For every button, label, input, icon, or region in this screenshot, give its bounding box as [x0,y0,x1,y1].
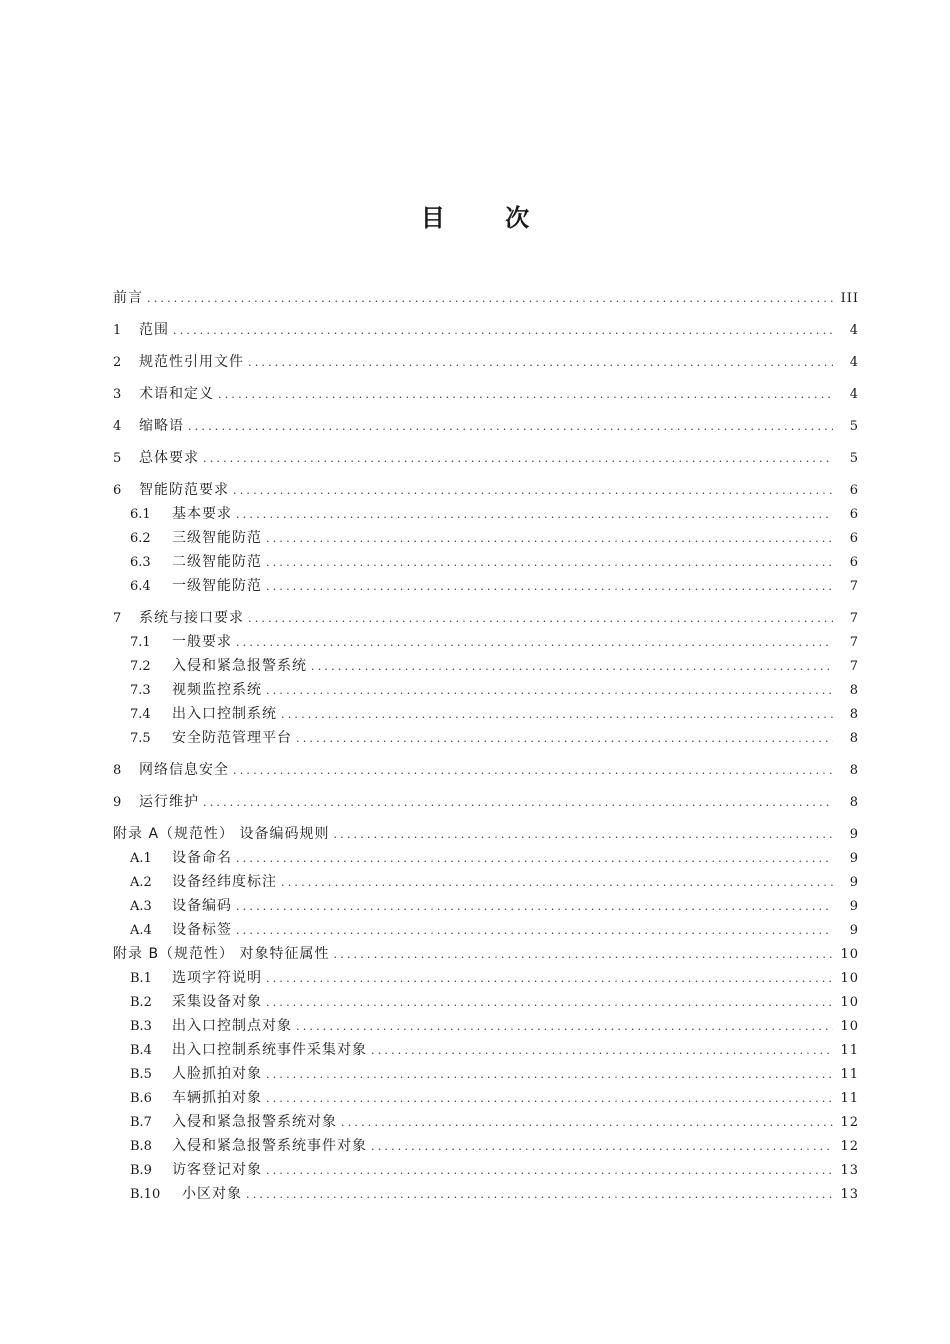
toc-entry-label: 一级智能防范 [172,578,262,594]
toc-entry-label: 总体要求 [139,450,199,466]
toc-entry-label: 入侵和紧急报警系统事件对象 [172,1138,367,1154]
toc-entry[interactable] [113,942,859,966]
toc-entry-page: 4 [849,323,859,338]
toc-entry[interactable] [113,1158,859,1182]
toc-dot-leader [248,607,833,631]
toc-dot-leader [203,791,833,815]
toc-dot-leader [266,679,833,703]
toc-entry-label: 一般要求 [172,634,232,650]
toc-entry[interactable] [113,966,859,990]
toc-entry-page: 13 [840,1163,859,1178]
toc-entry[interactable] [113,1134,859,1158]
toc-entry-number: 6.4 [130,579,151,594]
toc-entry-page: 7 [849,611,859,626]
toc-dot-leader [236,847,833,871]
toc-entry-label: 附录 A（规范性） 设备编码规则 [113,826,330,842]
toc-dot-leader [236,631,833,655]
toc-entry[interactable] [113,478,859,502]
toc-entry-label: 系统与接口要求 [139,610,244,626]
toc-dot-leader [173,319,833,343]
toc-dot-leader [236,895,833,919]
toc-entry[interactable] [113,606,859,630]
toc-entry-number: A.4 [130,923,152,938]
toc-dot-leader [266,551,833,575]
toc-entry-number: B.3 [130,1019,152,1034]
toc-entry[interactable] [113,918,859,942]
toc-dot-leader [233,759,833,783]
toc-entry-label: 安全防范管理平台 [172,730,292,746]
toc-entry[interactable] [113,502,859,526]
toc-entry[interactable] [113,894,859,918]
toc-entry-label: 选项字符说明 [172,970,262,986]
toc-entry[interactable] [113,654,859,678]
toc-entry-number: B.2 [130,995,152,1010]
toc-entry-label: 范围 [139,322,169,338]
toc-entry-label: 网络信息安全 [139,762,229,778]
toc-dot-leader [266,1063,833,1087]
toc-entry-page: 8 [849,731,859,746]
toc-dot-leader [311,655,833,679]
toc-entry-number: 7.1 [130,635,151,650]
toc-dot-leader [281,871,833,895]
toc-entry-page: 10 [840,947,859,962]
toc-entry-label: 设备经纬度标注 [172,874,277,890]
toc-entry-label: 入侵和紧急报警系统对象 [172,1114,337,1130]
toc-entry[interactable] [113,1062,859,1086]
toc-entry-number: 5 [113,451,122,466]
toc-entry-page: 12 [840,1139,859,1154]
toc-entry[interactable] [113,870,859,894]
toc-entry-number: 2 [113,355,122,370]
toc-entry-page: 10 [840,995,859,1010]
toc-entry-page: 9 [849,899,859,914]
toc-entry-number: B.1 [130,971,152,986]
toc-entry-page: 7 [849,659,859,674]
toc-entry-number: 8 [113,763,122,778]
toc-entry-label: 缩略语 [139,418,184,434]
toc-dot-leader [203,447,833,471]
toc-dot-leader [266,527,833,551]
toc-entry-page: 5 [849,419,859,434]
toc-entry-label: 智能防范要求 [139,482,229,498]
toc-entry-page: 9 [849,923,859,938]
toc-entry[interactable] [113,758,859,782]
toc-entry-number: 7.3 [130,683,151,698]
toc-entry-page: 11 [840,1043,859,1058]
toc-dot-leader [236,919,833,943]
toc-entry-page: 8 [849,707,859,722]
toc-entry-number: A.3 [130,899,152,914]
toc-dot-leader [266,1159,833,1183]
toc-entry-page: III [840,291,859,306]
toc-entry-label: 规范性引用文件 [139,354,244,370]
toc-dot-leader [281,703,833,727]
toc-entry[interactable] [113,1038,859,1062]
toc-entry-page: 6 [849,531,859,546]
toc-entry-label: 出入口控制点对象 [172,1018,292,1034]
toc-dot-leader [334,943,833,967]
toc-dot-leader [371,1135,833,1159]
toc-entry-page: 10 [840,1019,859,1034]
toc-dot-leader [266,967,833,991]
toc-entry-page: 4 [849,387,859,402]
toc-entry-label: 视频监控系统 [172,682,262,698]
toc-entry-label: 前言 [113,290,143,306]
toc-entry[interactable] [113,726,859,750]
toc-dot-leader [188,415,833,439]
toc-entry-page: 13 [840,1187,859,1202]
toc-entry-number: 9 [113,795,122,810]
toc-entry-number: B.9 [130,1163,152,1178]
toc-dot-leader [333,823,833,847]
toc-entry-page: 11 [840,1091,859,1106]
toc-dot-leader [266,575,833,599]
toc-entry[interactable] [113,414,859,438]
toc-entry[interactable] [113,822,859,846]
toc-entry-page: 8 [849,763,859,778]
toc-entry[interactable] [113,702,859,726]
toc-entry[interactable] [113,550,859,574]
toc-dot-leader [236,503,833,527]
toc-dot-leader [296,1015,833,1039]
toc-entry-page: 8 [849,683,859,698]
toc-entry-number: 7.2 [130,659,151,674]
toc-entry[interactable] [113,382,859,406]
toc-entry-number: 1 [113,323,122,338]
toc-dot-leader [233,479,833,503]
toc-entry[interactable] [113,446,859,470]
toc-entry[interactable] [113,574,859,598]
toc-entry[interactable] [113,630,859,654]
toc-dot-leader [147,287,833,311]
toc-entry-page: 6 [849,507,859,522]
toc-entry-number: 6.2 [130,531,151,546]
toc-entry-page: 5 [849,451,859,466]
toc-entry-number: 7.5 [130,731,151,746]
toc-entry-label: 术语和定义 [139,386,214,402]
toc-entry[interactable] [113,1110,859,1134]
toc-entry-page: 12 [840,1115,859,1130]
toc-entry[interactable] [113,678,859,702]
toc-entry[interactable] [113,1182,859,1206]
toc-entry-page: 10 [840,971,859,986]
toc-entry-number: B.6 [130,1091,152,1106]
toc-entry[interactable] [113,1014,859,1038]
toc-entry-label: 采集设备对象 [172,994,262,1010]
toc-dot-leader [246,1183,833,1207]
toc-entry-number: B.4 [130,1043,152,1058]
toc-entry-label: 附录 B（规范性） 对象特征属性 [113,946,330,962]
toc-entry-label: 小区对象 [182,1186,242,1202]
toc-entry-page: 9 [849,827,859,842]
toc-entry-label: 人脸抓拍对象 [172,1066,262,1082]
toc-entry-page: 9 [849,851,859,866]
toc-entry-number: 3 [113,387,122,402]
toc-entry[interactable] [113,846,859,870]
toc-entry-label: 三级智能防范 [172,530,262,546]
toc-dot-leader [296,727,833,751]
toc-entry-number: B.10 [130,1187,161,1202]
toc-entry-page: 11 [840,1067,859,1082]
toc-entry-number: 4 [113,419,122,434]
toc-entry-page: 4 [849,355,859,370]
toc-dot-leader [218,383,833,407]
toc-entry-page: 8 [849,795,859,810]
toc-entry-label: 二级智能防范 [172,554,262,570]
toc-entry-label: 车辆抓拍对象 [172,1090,262,1106]
toc-entry-page: 6 [849,483,859,498]
toc-entry-page: 6 [849,555,859,570]
toc-entry-number: B.5 [130,1067,152,1082]
toc-entry-number: 6 [113,483,122,498]
toc-entry-label: 运行维护 [139,794,199,810]
toc-entry-number: 6.3 [130,555,151,570]
toc-entry-number: B.7 [130,1115,152,1130]
toc-entry[interactable] [113,790,859,814]
toc-entry-number: 7 [113,611,122,626]
toc-entry-label: 出入口控制系统 [172,706,277,722]
page-title: 目 次 [420,204,556,232]
toc-entry[interactable] [113,286,859,310]
toc-dot-leader [266,1087,833,1111]
toc-entry-label: 入侵和紧急报警系统 [172,658,307,674]
toc-entry-label: 出入口控制系统事件采集对象 [172,1042,367,1058]
toc-entry-label: 基本要求 [172,506,232,522]
toc-entry-number: 7.4 [130,707,151,722]
toc-entry-label: 设备标签 [172,922,232,938]
toc-dot-leader [266,991,833,1015]
toc-dot-leader [341,1111,833,1135]
toc-entry-number: 6.1 [130,507,151,522]
toc-entry-page: 7 [849,635,859,650]
toc-entry[interactable] [113,1086,859,1110]
toc-entry[interactable] [113,350,859,374]
toc-entry-label: 访客登记对象 [172,1162,262,1178]
toc-dot-leader [248,351,833,375]
toc-entry-page: 9 [849,875,859,890]
toc-dot-leader [371,1039,833,1063]
table-of-contents [113,286,859,1206]
toc-entry-label: 设备命名 [172,850,232,866]
toc-entry-page: 7 [849,579,859,594]
toc-entry[interactable] [113,526,859,550]
toc-entry[interactable] [113,318,859,342]
toc-entry-number: A.1 [130,851,152,866]
toc-entry-number: B.8 [130,1139,152,1154]
toc-entry[interactable] [113,990,859,1014]
toc-entry-number: A.2 [130,875,152,890]
toc-entry-label: 设备编码 [172,898,232,914]
